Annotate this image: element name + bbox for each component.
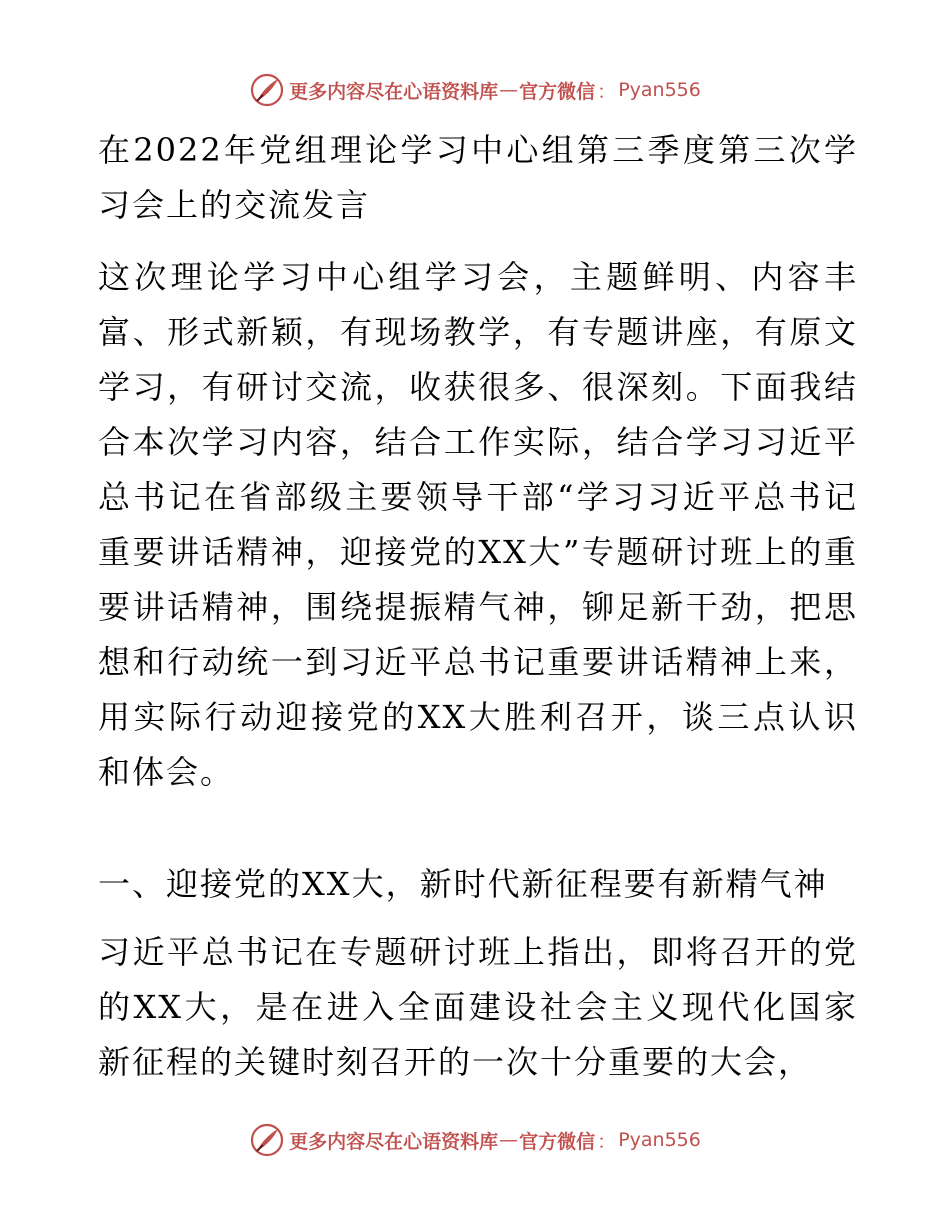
watermark-banner-top [0,70,950,110]
body-paragraph-1: 这次理论学习中心组学习会，主题鲜明、内容丰富、形式新颖，有现场教学，有专题讲座，有原文学习，有研讨交流，收获很多、很深刻。下面我结合本次学习内容，结合工作实际，结合学习习近平总书记在省部级主要领导干部“学习习近平总书记重要讲话精神，迎接党的XX大”专题研讨班上的重要讲话精神，围绕提振精气神，铆足新干劲，把思想和行动统一到习近平总书记重要讲话精神上来，用实际行动迎接党的XX大胜利召开，谈三点认识和体会。 [98,258,858,791]
body-paragraph-2: 习近平总书记在专题研讨班上指出，即将召开的党的XX大，是在进入全面建设社会主义现代化国家新征程的关键时刻召开的一次十分重要的大会， [98,933,858,1081]
watermark-colon: ： [597,1130,617,1153]
section-heading-1: 一、迎接党的XX大，新时代新征程要有新精气神 [98,865,828,903]
watermark-account: Pyan556 [618,1129,701,1151]
watermark-dash: — [499,1129,519,1151]
watermark-banner-bottom [0,1120,950,1160]
watermark-wechat-label: 官方微信 [519,80,596,103]
watermark-site-name: 更多内容尽在心语资料库 [289,1130,499,1153]
watermark-dash: — [499,79,519,101]
watermark-colon: ： [597,80,617,103]
document-title: 在2022年党组理论学习中心组第三季度第三次学习会上的交流发言 [98,131,858,224]
watermark-wechat-label: 官方微信 [519,1130,596,1153]
quill-logo-icon [249,72,285,108]
quill-logo-icon [249,1122,285,1158]
watermark-site-name: 更多内容尽在心语资料库 [289,80,499,103]
watermark-account: Pyan556 [618,79,701,101]
